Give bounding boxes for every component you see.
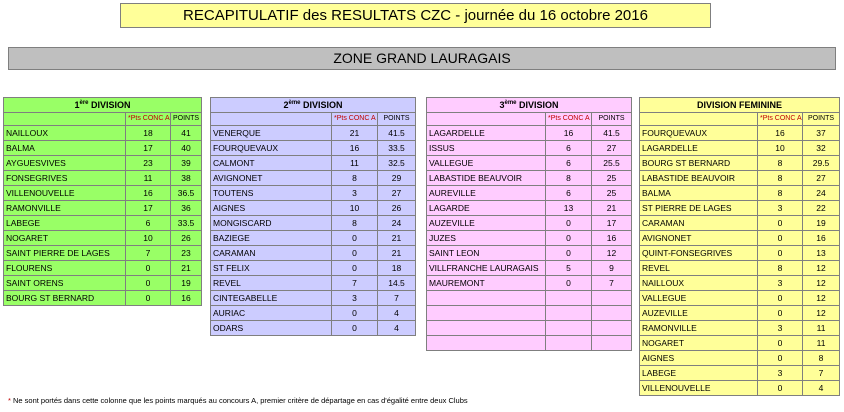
pts-conc-a: 3 [758,201,803,216]
points: 33.5 [378,141,416,156]
table-row [640,276,840,291]
points: 39 [171,156,202,171]
pts-conc-a: 6 [546,156,592,171]
club-name: QUINT-FONSEGRIVES [640,246,758,261]
table-row [640,261,840,276]
pts-conc-a: 8 [546,171,592,186]
pts-conc-a: 17 [126,141,171,156]
division-feminine-title: DIVISION FEMININE [640,98,840,113]
table-row [4,201,202,216]
club-name: VILLFRANCHE LAURAGAIS [427,261,546,276]
club-name: AUZEVILLE [640,306,758,321]
club-name: REVEL [211,276,332,291]
pts-conc-a: 6 [546,186,592,201]
club-name: MONGISCARD [211,216,332,231]
points: 11 [803,336,840,351]
club-name: FOURQUEVAUX [211,141,332,156]
table-row [640,126,840,141]
club-name: AVIGNONET [211,171,332,186]
points: 7 [592,276,632,291]
table-row [4,231,202,246]
pts-conc-a: 10 [332,201,378,216]
points: 13 [803,246,840,261]
pts-conc-a: 16 [332,141,378,156]
pts-conc-a: 0 [332,231,378,246]
points: 33.5 [171,216,202,231]
points: 9 [592,261,632,276]
points: 29 [378,171,416,186]
pts-conc-a: 7 [126,246,171,261]
table-row [640,336,840,351]
pts-conc-a: 21 [332,126,378,141]
points: 17 [592,216,632,231]
pts-conc-a-header: *Pts CONC A [758,113,803,126]
division-1-title: 1ère DIVISION [4,98,202,113]
points: 4 [378,321,416,336]
club-name: CARAMAN [211,246,332,261]
points: 27 [803,171,840,186]
club-name: NAILLOUX [640,276,758,291]
pts-conc-a: 0 [546,216,592,231]
club-name: NAILLOUX [4,126,126,141]
club-name: BALMA [4,141,126,156]
division-feminine-table [639,97,840,396]
pts-conc-a: 0 [758,351,803,366]
points: 29.5 [803,156,840,171]
pts-conc-a: 13 [546,201,592,216]
points: 32 [803,141,840,156]
club-name: NOGARET [640,336,758,351]
pts-conc-a: 8 [758,171,803,186]
table-row [427,291,632,306]
club-name: LABEGE [4,216,126,231]
points: 18 [378,261,416,276]
points: 27 [378,186,416,201]
club-name: TOUTENS [211,186,332,201]
pts-conc-a: 3 [332,186,378,201]
points: 40 [171,141,202,156]
pts-conc-a: 0 [546,231,592,246]
club-name: ODARS [211,321,332,336]
points: 7 [803,366,840,381]
club-name: NOGARET [4,231,126,246]
club-name: VALLEGUE [427,156,546,171]
points: 12 [592,246,632,261]
points-header: POINTS [171,113,202,126]
points: 41 [171,126,202,141]
club-name: AIGNES [640,351,758,366]
points: 38 [171,171,202,186]
table-row [640,246,840,261]
points: 27 [592,141,632,156]
club-name: SAINT PIERRE DE LAGES [4,246,126,261]
points: 12 [803,306,840,321]
points-header: POINTS [378,113,416,126]
table-row [640,366,840,381]
pts-conc-a: 0 [758,246,803,261]
club-name: BAZIEGE [211,231,332,246]
club-name: VILLENOUVELLE [4,186,126,201]
pts-conc-a: 0 [546,276,592,291]
pts-conc-a: 0 [546,246,592,261]
footnote: * Ne sont portés dans cette colonne que les points marqués au concours A, premier critère de départage en cas d'égalité entre deux Clubs [8,396,468,405]
pts-conc-a: 0 [758,291,803,306]
pts-conc-a-header: *Pts CONC A [126,113,171,126]
points: 23 [171,246,202,261]
club-name: CALMONT [211,156,332,171]
page-title: RECAPITULATIF des RESULTATS CZC - journée du 16 octobre 2016 [120,3,711,28]
pts-conc-a: 0 [758,306,803,321]
table-row [427,321,632,336]
table-row [4,276,202,291]
pts-conc-a: 0 [758,336,803,351]
points-header: POINTS [592,113,632,126]
points: 36.5 [171,186,202,201]
points: 21 [378,231,416,246]
pts-conc-a: 3 [332,291,378,306]
zone-banner: ZONE GRAND LAURAGAIS [8,47,836,70]
points: 21 [171,261,202,276]
table-row [427,276,632,291]
club-name: LAGARDE [427,201,546,216]
points: 16 [592,231,632,246]
pts-conc-a: 0 [126,291,171,306]
club-name: LABASTIDE BEAUVOIR [640,171,758,186]
table-row [211,171,416,186]
table-row [211,276,416,291]
pts-conc-a: 11 [332,156,378,171]
table-row [211,141,416,156]
club-name: AURIAC [211,306,332,321]
points [592,336,632,351]
pts-conc-a: 0 [126,261,171,276]
table-row [427,336,632,351]
club-name: RAMONVILLE [640,321,758,336]
pts-conc-a [546,336,592,351]
table-row [427,216,632,231]
points: 21 [378,246,416,261]
pts-conc-a: 3 [758,321,803,336]
table-row [427,171,632,186]
club-name: JUZES [427,231,546,246]
pts-conc-a: 16 [758,126,803,141]
pts-conc-a-header: *Pts CONC A [332,113,378,126]
table-row [4,186,202,201]
table-row [211,186,416,201]
table-row [427,231,632,246]
club-name [427,291,546,306]
pts-conc-a: 0 [758,231,803,246]
table-row [4,156,202,171]
table-row [640,171,840,186]
club-name: AUZEVILLE [427,216,546,231]
table-row [640,381,840,396]
points: 41.5 [592,126,632,141]
pts-conc-a: 8 [332,216,378,231]
pts-conc-a: 8 [758,156,803,171]
points: 14.5 [378,276,416,291]
table-row [640,156,840,171]
pts-conc-a: 16 [126,186,171,201]
table-row [211,231,416,246]
pts-conc-a: 10 [758,141,803,156]
club-name: LABASTIDE BEAUVOIR [427,171,546,186]
pts-conc-a-header: *Pts CONC A [546,113,592,126]
points: 8 [803,351,840,366]
points: 7 [378,291,416,306]
pts-conc-a: 8 [758,186,803,201]
pts-conc-a: 0 [332,246,378,261]
table-row [211,321,416,336]
points: 24 [378,216,416,231]
points: 4 [803,381,840,396]
division-3-title: 3ème DIVISION [427,98,632,113]
table-row [211,306,416,321]
club-name: LAGARDELLE [427,126,546,141]
table-row [4,261,202,276]
pts-conc-a: 0 [332,261,378,276]
table-row [640,291,840,306]
pts-conc-a: 0 [332,306,378,321]
points: 25.5 [592,156,632,171]
points: 19 [803,216,840,231]
pts-conc-a: 18 [126,126,171,141]
club-name: LABEGE [640,366,758,381]
points: 32.5 [378,156,416,171]
pts-conc-a: 6 [126,216,171,231]
pts-conc-a: 7 [332,276,378,291]
table-row [4,171,202,186]
club-name: RAMONVILLE [4,201,126,216]
table-row [427,126,632,141]
club-name: VILLENOUVELLE [640,381,758,396]
points: 24 [803,186,840,201]
points: 36 [171,201,202,216]
points: 37 [803,126,840,141]
division-1-table [3,97,202,306]
pts-conc-a: 0 [126,276,171,291]
club-name: FOURQUEVAUX [640,126,758,141]
club-name: AVIGNONET [640,231,758,246]
table-row [427,141,632,156]
points: 21 [592,201,632,216]
table-row [4,291,202,306]
club-name: BOURG ST BERNARD [4,291,126,306]
club-name [427,336,546,351]
table-row [640,201,840,216]
table-row [640,321,840,336]
table-row [427,186,632,201]
division-2-title: 2ème DIVISION [211,98,416,113]
points [592,291,632,306]
pts-conc-a: 17 [126,201,171,216]
pts-conc-a: 10 [126,231,171,246]
points: 16 [171,291,202,306]
pts-conc-a: 3 [758,276,803,291]
club-name: LAGARDELLE [640,141,758,156]
pts-conc-a [546,291,592,306]
club-name: AIGNES [211,201,332,216]
pts-conc-a [546,306,592,321]
table-row [640,216,840,231]
division-3-table [426,97,632,351]
division-2-table [210,97,416,336]
pts-conc-a: 8 [332,171,378,186]
points: 22 [803,201,840,216]
points: 4 [378,306,416,321]
club-name: REVEL [640,261,758,276]
club-name: CARAMAN [640,216,758,231]
club-name: FONSEGRIVES [4,171,126,186]
table-row [427,156,632,171]
club-name: BOURG ST BERNARD [640,156,758,171]
club-name: SAINT ORENS [4,276,126,291]
points: 12 [803,291,840,306]
points: 25 [592,186,632,201]
table-row [4,141,202,156]
points: 26 [378,201,416,216]
points: 12 [803,276,840,291]
points-header: POINTS [803,113,840,126]
table-row [427,246,632,261]
points: 19 [171,276,202,291]
table-row [211,216,416,231]
table-row [211,156,416,171]
table-row [4,246,202,261]
pts-conc-a: 0 [758,216,803,231]
club-name: MAUREMONT [427,276,546,291]
table-row [211,261,416,276]
club-name: ST FELIX [211,261,332,276]
pts-conc-a: 6 [546,141,592,156]
table-row [4,216,202,231]
table-row [640,351,840,366]
table-row [211,201,416,216]
table-row [427,306,632,321]
table-row [4,126,202,141]
club-name: FLOURENS [4,261,126,276]
points: 25 [592,171,632,186]
club-name: SAINT LEON [427,246,546,261]
club-name: AYGUESVIVES [4,156,126,171]
table-row [427,201,632,216]
table-row [640,186,840,201]
pts-conc-a: 23 [126,156,171,171]
points: 12 [803,261,840,276]
points [592,306,632,321]
table-row [640,141,840,156]
club-name: VALLEGUE [640,291,758,306]
pts-conc-a: 0 [332,321,378,336]
table-row [427,261,632,276]
club-name: VENERQUE [211,126,332,141]
pts-conc-a: 11 [126,171,171,186]
club-name: AUREVILLE [427,186,546,201]
points: 16 [803,231,840,246]
points [592,321,632,336]
pts-conc-a: 16 [546,126,592,141]
club-name: CINTEGABELLE [211,291,332,306]
club-name: BALMA [640,186,758,201]
pts-conc-a: 5 [546,261,592,276]
points: 41.5 [378,126,416,141]
table-row [211,126,416,141]
pts-conc-a [546,321,592,336]
table-row [211,246,416,261]
table-row [640,231,840,246]
pts-conc-a: 8 [758,261,803,276]
points: 26 [171,231,202,246]
points: 11 [803,321,840,336]
club-name [427,321,546,336]
table-row [211,291,416,306]
club-name: ST PIERRE DE LAGES [640,201,758,216]
club-name [427,306,546,321]
table-row [640,306,840,321]
pts-conc-a: 0 [758,381,803,396]
pts-conc-a: 3 [758,366,803,381]
club-name: ISSUS [427,141,546,156]
